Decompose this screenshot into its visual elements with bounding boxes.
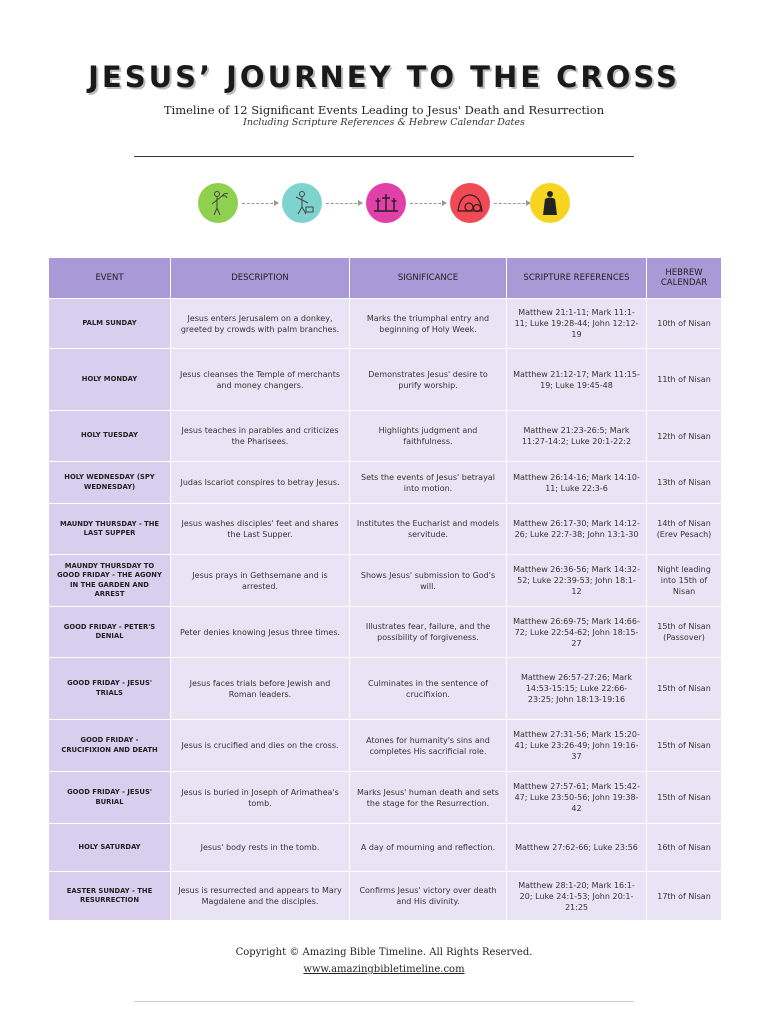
event-cell: MAUNDY THURSDAY TO GOOD FRIDAY - THE AGONY IN THE GARDEN AND ARREST — [49, 555, 171, 607]
description-cell: Jesus cleanses the Temple of merchants and money changers. — [171, 349, 350, 411]
scripture-cell: Matthew 27:31-56; Mark 15:20-41; Luke 23:26-49; John 19:16-37 — [507, 720, 647, 772]
significance-cell: Shows Jesus' submission to God's will. — [350, 555, 507, 607]
table-row — [49, 772, 722, 824]
icon-strip — [198, 183, 570, 225]
event-cell: HOLY TUESDAY — [49, 411, 171, 462]
hebrew-calendar-cell: 15th of Nisan — [647, 720, 722, 772]
scripture-cell: Matthew 28:1-20; Mark 16:1-20; Luke 24:1-53; John 20:1-21:25 — [507, 872, 647, 921]
description-cell: Jesus is buried in Joseph of Arimathea's tomb. — [171, 772, 350, 824]
title-divider — [134, 156, 634, 157]
table-row — [49, 504, 722, 555]
table-row — [49, 824, 722, 872]
hebrew-calendar-cell: 13th of Nisan — [647, 462, 722, 504]
table-row — [49, 349, 722, 411]
significance-cell: Highlights judgment and faithfulness. — [350, 411, 507, 462]
significance-cell: Illustrates fear, failure, and the possibility of forgiveness. — [350, 607, 507, 658]
connector-arrow — [242, 203, 278, 204]
table-row — [49, 299, 722, 349]
table-row — [49, 872, 722, 921]
footer-divider — [134, 1001, 634, 1002]
connector-arrow — [494, 203, 530, 204]
table-header-row — [49, 258, 722, 299]
event-cell: HOLY WEDNESDAY (SPY WEDNESDAY) — [49, 462, 171, 504]
column-header-event: EVENT — [49, 258, 171, 299]
hebrew-calendar-cell: 17th of Nisan — [647, 872, 722, 921]
event-cell: GOOD FRIDAY - CRUCIFIXION AND DEATH — [49, 720, 171, 772]
description-cell: Jesus faces trials before Jewish and Roman leaders. — [171, 658, 350, 720]
scripture-cell: Matthew 27:57-61; Mark 15:42-47; Luke 23:50-56; John 19:38-42 — [507, 772, 647, 824]
table-row — [49, 720, 722, 772]
page-subtitle-secondary: Including Scripture References & Hebrew Calendar Dates — [243, 117, 525, 128]
event-cell: GOOD FRIDAY - JESUS' BURIAL — [49, 772, 171, 824]
event-cell: GOOD FRIDAY - PETER'S DENIAL — [49, 607, 171, 658]
hebrew-calendar-cell: Night leading into 15th of Nisan — [647, 555, 722, 607]
hebrew-calendar-cell: 11th of Nisan — [647, 349, 722, 411]
table-row — [49, 607, 722, 658]
column-header-significance: SIGNIFICANCE — [350, 258, 507, 299]
scripture-cell: Matthew 26:14-16; Mark 14:10-11; Luke 22:3-6 — [507, 462, 647, 504]
description-cell: Jesus prays in Gethsemane and is arrested. — [171, 555, 350, 607]
event-cell: GOOD FRIDAY - JESUS' TRIALS — [49, 658, 171, 720]
significance-cell: Atones for humanity's sins and completes His sacrificial role. — [350, 720, 507, 772]
description-cell: Judas Iscariot conspires to betray Jesus. — [171, 462, 350, 504]
website-link[interactable]: www.amazingbibletimeline.com — [303, 964, 465, 975]
palm-figure-icon-bg — [198, 183, 238, 223]
scripture-cell: Matthew 21:1-11; Mark 11:1-11; Luke 19:28-44; John 12:12-19 — [507, 299, 647, 349]
description-cell: Jesus is resurrected and appears to Mary Magdalene and the disciples. — [171, 872, 350, 921]
significance-cell: Confirms Jesus' victory over death and His divinity. — [350, 872, 507, 921]
description-cell: Jesus is crucified and dies on the cross. — [171, 720, 350, 772]
table-row — [49, 555, 722, 607]
hebrew-calendar-cell: 16th of Nisan — [647, 824, 722, 872]
significance-cell: Marks the triumphal entry and beginning of Holy Week. — [350, 299, 507, 349]
hebrew-calendar-cell: 14th of Nisan (Erev Pesach) — [647, 504, 722, 555]
scripture-cell: Matthew 26:36-56; Mark 14:32-52; Luke 22:39-53; John 18:1-12 — [507, 555, 647, 607]
event-cell: HOLY MONDAY — [49, 349, 171, 411]
scripture-cell: Matthew 21:12-17; Mark 11:15-19; Luke 19:45-48 — [507, 349, 647, 411]
scripture-cell: Matthew 26:69-75; Mark 14:66-72; Luke 22:54-62; John 18:15-27 — [507, 607, 647, 658]
scripture-cell: Matthew 26:17-30; Mark 14:12-26; Luke 22:7-38; John 13:1-30 — [507, 504, 647, 555]
table-row — [49, 411, 722, 462]
description-cell: Jesus washes disciples' feet and shares the Last Supper. — [171, 504, 350, 555]
hebrew-calendar-cell: 12th of Nisan — [647, 411, 722, 462]
tomb-icon — [450, 183, 490, 223]
connector-arrow — [326, 203, 362, 204]
column-header-description: DESCRIPTION — [171, 258, 350, 299]
three-crosses-icon — [366, 183, 406, 223]
description-cell: Jesus teaches in parables and criticizes the Pharisees. — [171, 411, 350, 462]
scripture-cell: Matthew 27:62-66; Luke 23:56 — [507, 824, 647, 872]
column-header-scripture: SCRIPTURE REFERENCES — [507, 258, 647, 299]
event-cell: EASTER SUNDAY - THE RESURRECTION — [49, 872, 171, 921]
hebrew-calendar-cell: 15th of Nisan — [647, 772, 722, 824]
event-cell: MAUNDY THURSDAY - THE LAST SUPPER — [49, 504, 171, 555]
palm-figure-icon — [198, 183, 238, 223]
hebrew-calendar-cell: 15th of Nisan (Passover) — [647, 607, 722, 658]
scripture-cell: Matthew 26:57-27:26; Mark 14:53-15:15; Luke 22:66-23:25; John 18:13-19:16 — [507, 658, 647, 720]
connector-arrow — [410, 203, 446, 204]
timeline-table — [48, 257, 722, 921]
column-header-hebrew-calendar: HEBREW CALENDAR — [647, 258, 722, 299]
robed-figure-icon — [530, 183, 570, 223]
significance-cell: A day of mourning and reflection. — [350, 824, 507, 872]
temple-figure-icon — [282, 183, 322, 223]
page-subtitle: Timeline of 12 Significant Events Leading to Jesus' Death and Resurrection — [163, 103, 605, 117]
significance-cell: Marks Jesus' human death and sets the stage for the Resurrection. — [350, 772, 507, 824]
table-row — [49, 658, 722, 720]
description-cell: Peter denies knowing Jesus three times. — [171, 607, 350, 658]
significance-cell: Demonstrates Jesus' desire to purify worship. — [350, 349, 507, 411]
event-cell: HOLY SATURDAY — [49, 824, 171, 872]
table-row — [49, 462, 722, 504]
significance-cell: Culminates in the sentence of crucifixion. — [350, 658, 507, 720]
significance-cell: Institutes the Eucharist and models servitude. — [350, 504, 507, 555]
description-cell: Jesus' body rests in the tomb. — [171, 824, 350, 872]
page-title: JESUS’ JOURNEY TO THE CROSS — [88, 60, 680, 94]
significance-cell: Sets the events of Jesus' betrayal into motion. — [350, 462, 507, 504]
hebrew-calendar-cell: 15th of Nisan — [647, 658, 722, 720]
event-cell: PALM SUNDAY — [49, 299, 171, 349]
copyright-text: Copyright © Amazing Bible Timeline. All Rights Reserved. — [235, 947, 533, 958]
scripture-cell: Matthew 21:23-26:5; Mark 11:27-14:2; Luke 20:1-22:2 — [507, 411, 647, 462]
hebrew-calendar-cell: 10th of Nisan — [647, 299, 722, 349]
description-cell: Jesus enters Jerusalem on a donkey, greeted by crowds with palm branches. — [171, 299, 350, 349]
